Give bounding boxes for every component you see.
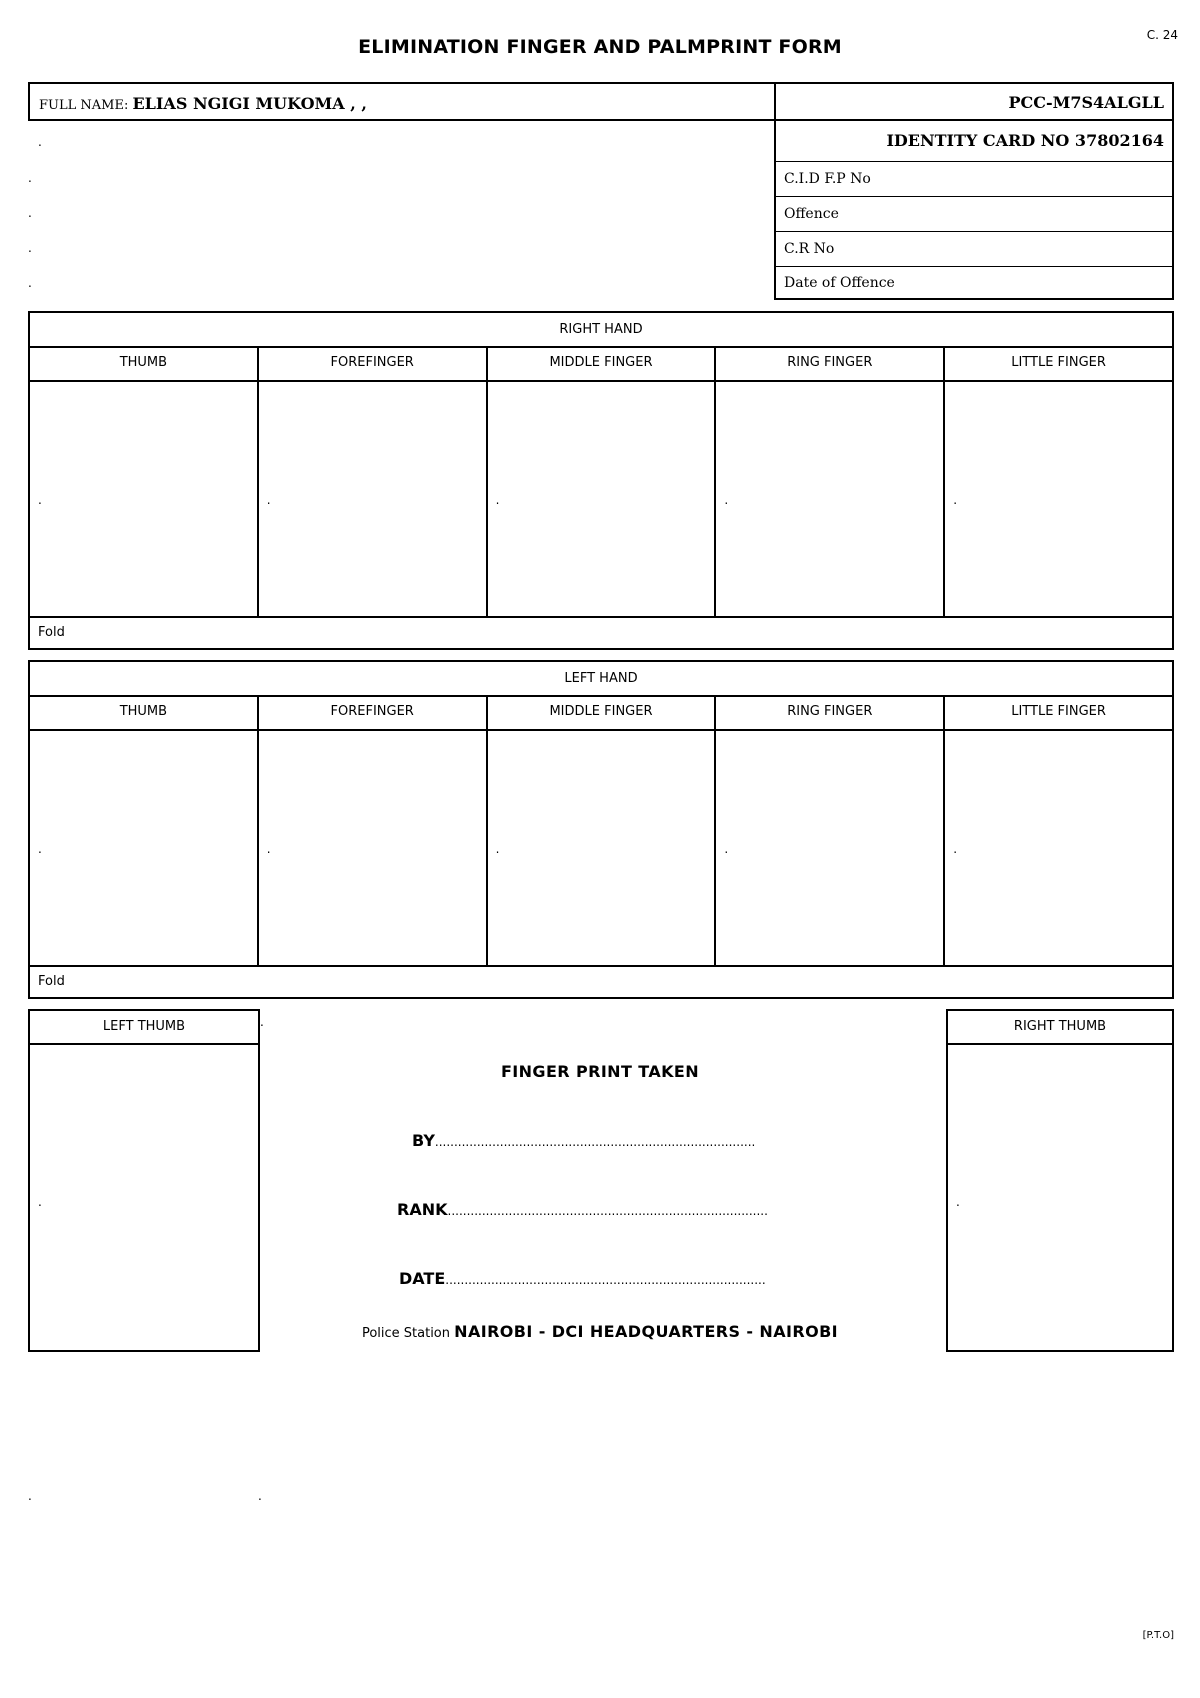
left-hand-title: LEFT HAND (30, 662, 1172, 697)
police-station-line (260, 1322, 940, 1341)
cr-number-field: C.R No (776, 232, 1172, 267)
cid-fp-number-field: C.I.D F.P No (776, 162, 1172, 197)
finger-header-middle: MIDDLE FINGER (488, 697, 717, 729)
print-box-middle: . (488, 382, 717, 616)
date-field (399, 1269, 766, 1288)
finger-header-forefinger: FOREFINGER (259, 348, 488, 380)
finger-header-thumb: THUMB (30, 697, 259, 729)
reference-number: PCC-M7S4ALGLL (774, 82, 1174, 121)
full-name-field (28, 82, 776, 121)
fold-label: Fold (38, 625, 65, 640)
finger-header-middle: MIDDLE FINGER (488, 348, 717, 380)
left-hand-section (28, 660, 1174, 999)
right-hand-title: RIGHT HAND (30, 313, 1172, 348)
taken-by-label: BY (412, 1131, 435, 1150)
print-box-ring: . (716, 731, 945, 965)
fingerprint-taken-heading: FINGER PRINT TAKEN (500, 1062, 700, 1081)
date-of-offence-field: Date of Offence (784, 275, 895, 291)
offence-field: Offence (776, 197, 1172, 232)
print-box-little: . (953, 842, 958, 856)
placeholder-dot: . (28, 276, 32, 290)
right-hand-finger-headers (30, 348, 1172, 382)
placeholder-dot: . (28, 171, 32, 185)
finger-header-ring: RING FINGER (716, 697, 945, 729)
date-label: DATE (399, 1269, 446, 1288)
print-box-thumb: . (30, 382, 259, 616)
identity-card-number: IDENTITY CARD NO 37802164 (776, 121, 1172, 162)
print-box-little: . (953, 493, 958, 507)
finger-header-thumb: THUMB (30, 348, 259, 380)
finger-header-forefinger: FOREFINGER (259, 697, 488, 729)
placeholder-dot: . (38, 1195, 42, 1209)
right-thumb-label: RIGHT THUMB (948, 1011, 1172, 1045)
rank-field (397, 1200, 768, 1219)
finger-header-ring: RING FINGER (716, 348, 945, 380)
rank-label: RANK (397, 1200, 448, 1219)
pto-note: [P.T.O] (1142, 1630, 1174, 1641)
placeholder-dot: . (38, 135, 42, 149)
left-hand-print-boxes (30, 731, 1172, 967)
left-thumb-box (28, 1009, 260, 1352)
taken-by-field (412, 1131, 755, 1150)
print-box-forefinger: . (259, 731, 488, 965)
dotted-line: .................................................................................... (434, 1135, 756, 1149)
placeholder-dot: . (28, 206, 32, 220)
placeholder-dot: . (28, 241, 32, 255)
print-box-ring: . (716, 382, 945, 616)
form-code: C. 24 (1146, 28, 1178, 42)
dotted-line: .................................................................................... (447, 1204, 768, 1218)
fold-label: Fold (38, 974, 65, 989)
placeholder-dot: . (28, 1489, 32, 1503)
print-box-forefinger: . (259, 382, 488, 616)
print-box-middle: . (488, 731, 717, 965)
left-thumb-label: LEFT THUMB (30, 1011, 258, 1045)
full-name-value: ELIAS NGIGI MUKOMA , , (132, 94, 367, 113)
right-thumb-box (946, 1009, 1174, 1352)
form-title: ELIMINATION FINGER AND PALMPRINT FORM (358, 36, 842, 58)
finger-header-little: LITTLE FINGER (1011, 704, 1106, 719)
finger-header-little: LITTLE FINGER (1011, 355, 1106, 370)
placeholder-dot: . (956, 1195, 960, 1209)
placeholder-dot: . (258, 1489, 262, 1503)
full-name-label: FULL NAME: (39, 98, 129, 113)
print-box-thumb: . (30, 731, 259, 965)
placeholder-dot: . (260, 1015, 264, 1029)
identity-info-table (774, 119, 1174, 300)
dotted-line: .................................................................................... (445, 1273, 766, 1287)
left-hand-finger-headers (30, 697, 1172, 731)
police-station-value: NAIROBI - DCI HEADQUARTERS - NAIROBI (454, 1322, 839, 1341)
right-hand-print-boxes (30, 382, 1172, 618)
right-hand-section (28, 311, 1174, 650)
police-station-label: Police Station (361, 1326, 451, 1341)
